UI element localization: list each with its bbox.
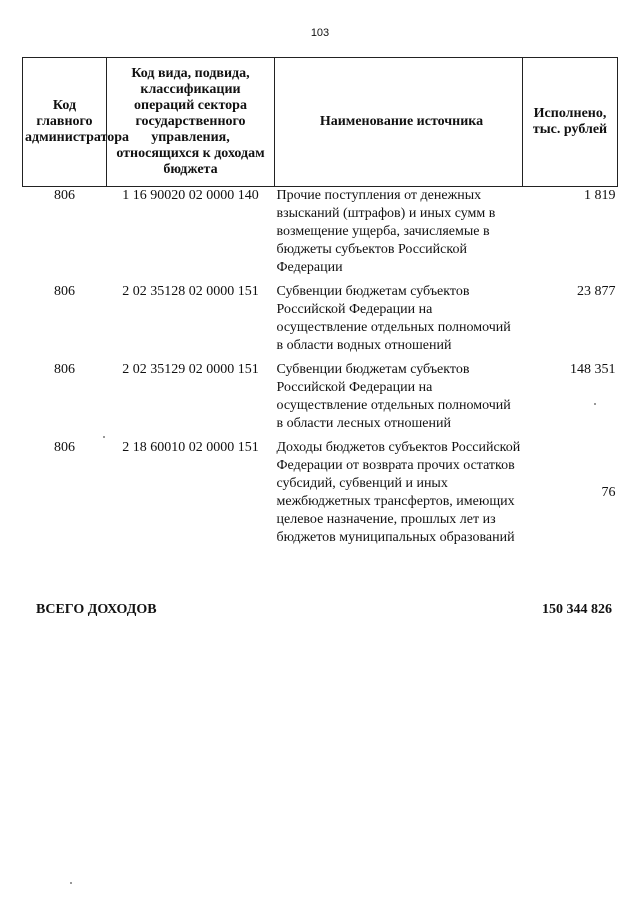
classification-code-cell: 1 16 90020 02 0000 140 (122, 188, 259, 203)
source-name-cell: Доходы бюджетов субъектов Российской Федерации от возврата прочих остатков субсидий, субвенций и иных межбюджетных трансфертов, имеющих целевое назначение, прошлых лет из бюджетов муниципальных образований (276, 440, 521, 545)
header-executed: Исполнено, тыс. рублей (523, 58, 618, 187)
scan-speck (70, 882, 72, 884)
header-admin-code: Код главного администратора (23, 58, 107, 187)
revenue-sources-table (22, 57, 618, 553)
page-number: 103 (310, 27, 330, 39)
admin-code-cell: 806 (54, 362, 75, 377)
table-row (23, 439, 618, 553)
source-name-cell: Субвенции бюджетам субъектов Российской Федерации на осуществление отдельных полномочий в области водных отношений (276, 284, 511, 353)
scan-speck (594, 403, 596, 405)
source-name-cell: Прочие поступления от денежных взысканий (штрафов) и иных сумм в возмещение ущерба, зачисляемые в бюджеты субъектов Российской Федерации (276, 188, 496, 275)
amount-cell: 148 351 (570, 362, 616, 377)
total-revenue-line (36, 601, 612, 619)
admin-code-cell: 806 (54, 284, 75, 299)
admin-code-cell: 806 (54, 440, 75, 455)
scan-speck (103, 436, 105, 438)
table-row (23, 187, 618, 284)
header-source-name: Наименование источника (275, 58, 523, 187)
table-row (23, 361, 618, 439)
amount-cell: 23 877 (577, 284, 616, 299)
header-classification-code: Код вида, подвида, классификации операций сектора государственного управления, относящихся к доходам бюджета (107, 58, 275, 187)
table-header-row (23, 58, 618, 187)
classification-code-cell: 2 02 35128 02 0000 151 (122, 284, 259, 299)
total-amount: 150 344 826 (542, 602, 612, 617)
total-label: ВСЕГО ДОХОДОВ (36, 602, 157, 617)
amount-cell: 1 819 (584, 188, 616, 203)
amount-cell: 76 (601, 485, 616, 500)
classification-code-cell: 2 02 35129 02 0000 151 (122, 362, 259, 377)
table-row (23, 283, 618, 361)
source-name-cell: Субвенции бюджетам субъектов Российской Федерации на осуществление отдельных полномочий в области лесных отношений (276, 362, 511, 431)
classification-code-cell: 2 18 60010 02 0000 151 (122, 440, 259, 455)
admin-code-cell: 806 (54, 188, 75, 203)
